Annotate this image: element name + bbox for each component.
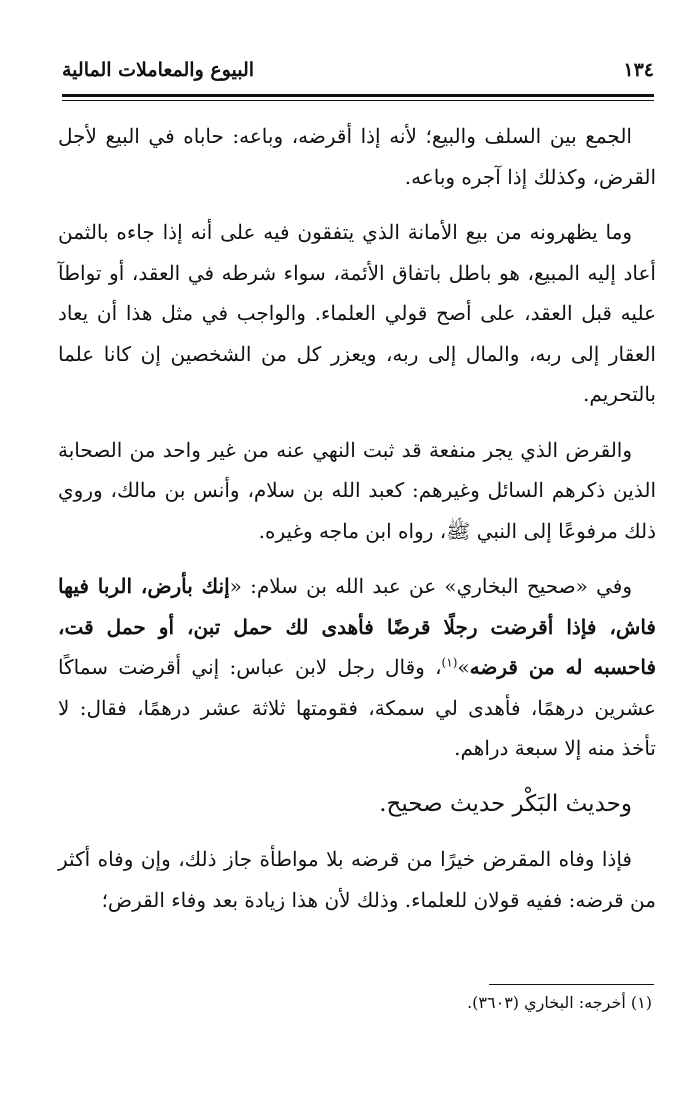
text-segment: » xyxy=(457,655,470,679)
footnote-rule xyxy=(489,984,654,985)
footnote: (١) أخرجه: البخاري (٣٦٠٣). xyxy=(467,993,652,1012)
header-rule-thick xyxy=(62,94,654,97)
paragraph xyxy=(58,430,656,552)
running-title: البيوع والمعاملات المالية xyxy=(62,59,255,81)
text-segment: وحديث البَكْر حديث صحيح. xyxy=(379,790,632,817)
text-segment: والقرض الذي يجر منفعة قد ثبت النهي عنه من غير واحد من الصحابة الذين ذكرهم السائل وغيرهم: كعبد الله بن سلام، وأنس بن مالك، وروي ذلك مرفوعًا إلى النبي ﷺ، رواه ابن ماجه وغيره. xyxy=(58,437,656,543)
page-number: ١٣٤ xyxy=(623,59,654,81)
text-segment: وفي «صحيح البخاري» عن عبد الله بن سلام: « xyxy=(229,574,632,598)
text-segment: الجمع بين السلف والبيع؛ لأنه إذا أقرضه، وباعه: حاباه في البيع لأجل القرض، وكذلك إذا آجره وباعه. xyxy=(58,124,656,189)
body-text xyxy=(58,116,656,935)
quoted-text: إنك بأرض، الربا فيها فاش، فإذا أقرضت رجلًا قرضًا فأهدى لك حمل تبن، أو حمل قت، فاحسبه له من قرضه xyxy=(58,574,656,679)
paragraph xyxy=(58,212,656,415)
paragraph xyxy=(58,839,656,920)
text-segment: ، وقال رجل لابن عباس: إني أقرضت سماكًا عشرين درهمًا، فأهدى لي سمكة، فقومتها ثلاثة عشر درهمًا، فقال: لا تأخذ منه إلا سبعة دراهم. xyxy=(58,655,656,760)
page-header xyxy=(62,50,654,90)
footnote-marker[interactable]: (١) xyxy=(441,655,458,670)
text-segment: فإذا وفاه المقرض خيرًا من قرضه بلا مواطأة جاز ذلك، وإن وفاه أكثر من قرضه: ففيه قولان للعلماء. وذلك لأن هذا زيادة بعد وفاء القرض؛ xyxy=(58,847,656,912)
header-rule-thin xyxy=(62,100,654,101)
paragraph xyxy=(58,566,656,769)
paragraph xyxy=(58,116,656,197)
paragraph xyxy=(58,784,656,825)
text-segment: وما يظهرونه من بيع الأمانة الذي يتفقون فيه على أنه إذا جاءه بالثمن أعاد إليه المبيع، هو باطل باتفاق الأئمة، سواء شرطه في العقد، أو تواطآ عليه قبل العقد، على أصح قولي العلماء. والواجب في مثل هذا أن يعاد العقار إلى ربه، والمال إلى ربه، ويعزر كل من الشخصين إن كانا علما بالتحريم. xyxy=(58,220,656,406)
